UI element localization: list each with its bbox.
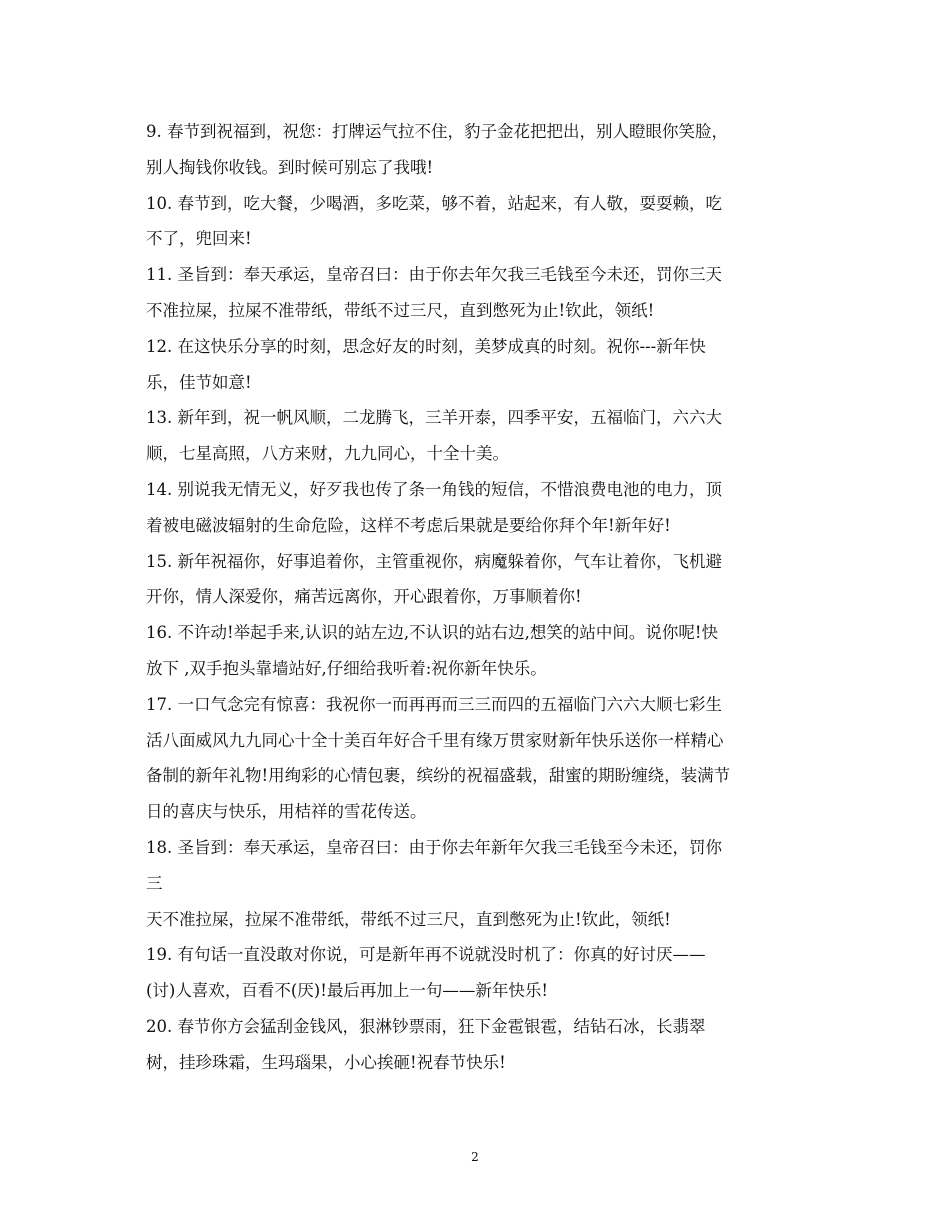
text-line: 9. 春节到祝福到，祝您：打牌运气拉不住，豹子金花把把出，别人瞪眼你笑脸，	[146, 122, 728, 141]
text-line: 19. 有句话一直没敢对你说，可是新年再不说就没时机了：你真的好讨厌——	[146, 945, 706, 965]
text-line: 16. 不许动!举起手来,认识的站左边,不认识的站右边,想笑的站中间。说你呢!快	[146, 623, 718, 643]
text-line: 14. 别说我无情无义，好歹我也传了条一角钱的短信，不惜浪费电池的电力，顶	[146, 479, 722, 499]
text-line: 20. 春节你方会猛刮金钱风，狠淋钞票雨，狂下金雹银雹，结钻石冰，长翡翠	[146, 1016, 706, 1036]
text-line: 开你，情人深爱你，痛苦远离你，开心跟着你，万事顺着你!	[146, 587, 582, 607]
text-line: 15. 新年祝福你，好事追着你，主管重视你，病魔躲着你，气车让着你，飞机避	[146, 551, 722, 571]
text-line: 天不准拉屎，拉屎不准带纸，带纸不过三尺，直到憋死为止!钦此，领纸!	[146, 909, 671, 929]
text-line: 树，挂珍珠霜，生玛瑙果，小心挨砸!祝春节快乐!	[146, 1052, 506, 1072]
document-body	[146, 114, 816, 1081]
text-line: 18. 圣旨到：奉天承运，皇帝召曰：由于你去年新年欠我三毛钱至今未还，罚你	[146, 837, 722, 857]
text-line: 不准拉屎，拉屎不准带纸，带纸不过三尺，直到憋死为止!钦此，领纸!	[146, 300, 655, 320]
page-number: 2	[471, 1150, 479, 1164]
text-line: 顺，七星高照，八方来财，九九同心，十全十美。	[146, 444, 509, 464]
text-line: 放下 ,双手抱头靠墙站好,仔细给我听着:祝你新年快乐。	[146, 658, 547, 678]
text-line: 12. 在这快乐分享的时刻，思念好友的时刻，美梦成真的时刻。祝你---新年快	[146, 336, 706, 356]
text-line: 别人掏钱你收钱。到时候可别忘了我哦!	[146, 157, 434, 177]
text-line: 着被电磁波辐射的生命危险，这样不考虑后果就是要给你拜个年!新年好!	[146, 515, 671, 535]
text-line: 日的喜庆与快乐，用桔祥的雪花传送。	[146, 802, 427, 822]
text-line: (讨)人喜欢，百看不(厌)!最后再加上一句——新年快乐!	[146, 981, 549, 1001]
text-line: 活八面威风九九同心十全十美百年好合千里有缘万贯家财新年快乐送你一样精心	[146, 730, 724, 750]
text-line: 10. 春节到，吃大餐，少喝酒，多吃菜，够不着，站起来，有人敬，耍耍赖，吃	[146, 193, 722, 213]
text-line: 三	[146, 873, 163, 893]
text-line: 17. 一口气念完有惊喜：我祝你一而再再而三三而四的五福临门六六大顺七彩生	[146, 694, 722, 714]
text-line: 乐，佳节如意!	[146, 372, 252, 392]
text-line: 不了，兜回来!	[146, 229, 252, 249]
text-line: 备制的新年礼物!用绚彩的心情包裹，缤纷的祝福盛载，甜蜜的期盼缠绕，装满节	[146, 766, 731, 786]
text-line: 13. 新年到，祝一帆风顺，二龙腾飞，三羊开泰，四季平安，五福临门，六六大	[146, 408, 722, 428]
text-line: 11. 圣旨到：奉天承运，皇帝召曰：由于你去年欠我三毛钱至今未还，罚你三天	[146, 265, 722, 285]
